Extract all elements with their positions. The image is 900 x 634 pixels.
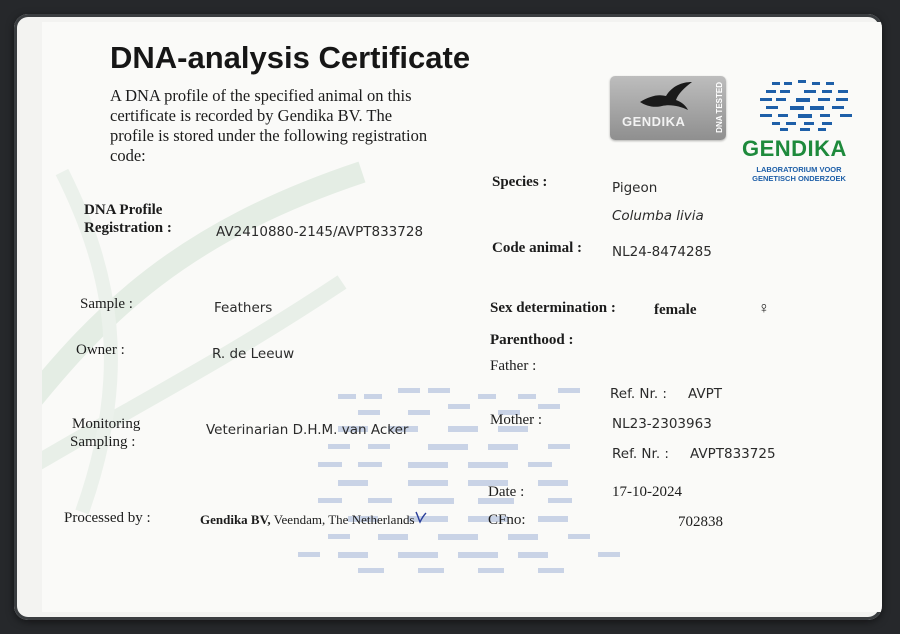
mother-label: Mother : <box>490 412 543 428</box>
certificate-sheet <box>42 22 882 612</box>
logo-subtitle-line-2: GENETISCH ONDERZOEK <box>752 174 846 183</box>
date-value: 17-10-2024 <box>612 484 682 500</box>
mother-value: NL23-2303963 <box>612 416 712 432</box>
processed-location: Veendam, The Netherlands <box>270 512 415 527</box>
code-animal-label: Code animal : <box>492 240 582 256</box>
gendika-watermark <box>298 386 628 576</box>
certificate-intro: A DNA profile of the specified animal on this certificate is recorded by Gendika BV. The profile is stored under the following registration code: <box>110 86 428 165</box>
processed-value <box>200 512 415 528</box>
certificate-card <box>14 14 882 620</box>
species-value-common: Pigeon <box>612 180 658 196</box>
sex-determination-label: Sex determination : <box>490 300 616 316</box>
father-ref-label: Ref. Nr. : <box>610 386 667 402</box>
gendika-logo-icon <box>760 80 856 132</box>
seal-side-text: DNA TESTED <box>715 82 724 133</box>
logo-subtitle-line-1: LABORATORIUM VOOR <box>756 165 842 174</box>
logo-name: GENDIKA <box>742 136 847 161</box>
dna-tested-seal <box>610 76 726 140</box>
father-label: Father : <box>490 358 537 374</box>
monitoring-value: Veterinarian D.H.M. van Acker <box>206 422 409 438</box>
certificate-title: DNA-analysis Certificate <box>110 40 471 75</box>
father-ref-value: AVPT <box>688 386 722 402</box>
mother-ref-value: AVPT833725 <box>690 446 776 462</box>
monitoring-label-1: Monitoring <box>72 416 141 432</box>
cfno-value: 702838 <box>678 514 723 530</box>
owner-value: R. de Leeuw <box>212 346 295 362</box>
sample-label: Sample : <box>80 296 133 312</box>
sex-value: female <box>654 302 697 318</box>
species-label: Species : <box>492 174 548 190</box>
bird-silhouette-icon <box>636 80 696 114</box>
registration-label-1: DNA Profile <box>84 202 163 218</box>
registration-value: AV2410880-2145/AVPT833728 <box>216 224 424 240</box>
mother-ref-label: Ref. Nr. : <box>612 446 669 462</box>
date-label: Date : <box>488 484 525 500</box>
monitoring-label-2: Sampling : <box>70 434 136 450</box>
code-animal-value: NL24-8474285 <box>612 244 712 260</box>
seal-brand: GENDIKA <box>622 114 686 129</box>
owner-label: Owner : <box>76 342 125 358</box>
registration-label-2: Registration : <box>84 220 172 236</box>
female-symbol-icon: ♀ <box>758 300 770 317</box>
signature-mark <box>414 510 428 524</box>
processed-label: Processed by : <box>64 510 151 526</box>
cfno-label: CFno: <box>488 512 526 528</box>
species-value-latin: Columba livia <box>612 208 704 224</box>
processed-company: Gendika BV, <box>200 512 271 527</box>
parenthood-label: Parenthood : <box>490 332 574 348</box>
logo-subtitle <box>744 165 854 183</box>
sample-value: Feathers <box>214 300 273 316</box>
